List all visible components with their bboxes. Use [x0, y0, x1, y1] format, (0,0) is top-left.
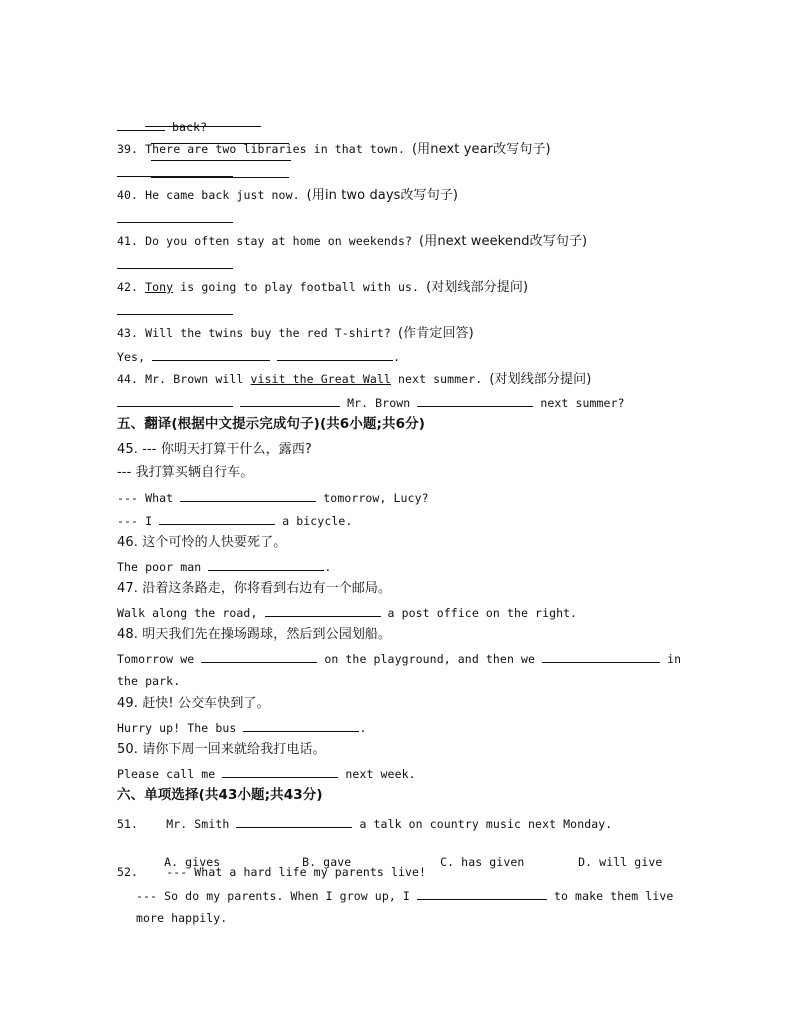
question-hint: (用next year改写句子): [412, 142, 551, 157]
q52-line3: more happily.: [136, 911, 228, 925]
q43-answer-line: Yes, .: [117, 350, 401, 364]
question-hint: (用in two days改写句子): [306, 188, 459, 203]
question-number: 50.: [117, 742, 138, 757]
answer-blank[interactable]: [117, 256, 233, 269]
answer-blank[interactable]: [542, 650, 660, 663]
answer-text: on the playground, and then we: [324, 652, 536, 666]
q41-answer-line: [117, 256, 233, 273]
q45-en-line2: [117, 512, 352, 529]
question-number: 48.: [117, 627, 138, 642]
answer-blank[interactable]: [417, 394, 533, 407]
answer-blank[interactable]: [208, 558, 324, 571]
answer-blank[interactable]: [236, 815, 352, 828]
question-number: 47.: [117, 581, 138, 596]
question-text: a talk on country music next Monday.: [359, 817, 613, 831]
question-hint: (作肯定回答): [397, 326, 474, 341]
answer-text: Walk along the road,: [117, 606, 258, 620]
answer-blank[interactable]: [201, 650, 317, 663]
answer-prefix: Yes,: [117, 350, 146, 364]
answer-blank[interactable]: [265, 604, 381, 617]
chinese-prompt: 请你下周一回来就给我打电话。: [142, 742, 326, 757]
q50-en-line: [117, 765, 416, 782]
question-hint: (对划线部分提问): [489, 372, 592, 387]
question-number: 40.: [117, 188, 139, 202]
question-number: 45.: [117, 442, 138, 457]
answer-text: a post office on the right.: [387, 606, 578, 620]
q45-en-line1: [117, 489, 429, 506]
question-number: 41.: [117, 234, 139, 248]
question-number: 52.: [117, 865, 139, 879]
answer-text: The poor man: [117, 560, 202, 574]
underlined-word: Tony: [145, 280, 174, 294]
answer-blank[interactable]: [117, 210, 233, 223]
q48-en-line2: the park.: [117, 674, 181, 688]
question-45: [117, 442, 312, 458]
question-50: [117, 742, 326, 758]
question-text: He came back just now.: [145, 188, 300, 202]
q40-answer-line: [117, 210, 233, 227]
answer-text: in: [667, 652, 682, 666]
answer-blank[interactable]: [117, 394, 233, 407]
chinese-prompt: 沿着这条路走，你将看到右边有一个邮局。: [142, 581, 392, 596]
answer-blank[interactable]: [117, 118, 165, 131]
question-44: [117, 371, 591, 388]
q38-tail: back?: [172, 120, 208, 134]
question-40: [117, 187, 458, 204]
answer-text: --- I: [117, 514, 153, 528]
answer-text: Please call me: [117, 767, 216, 781]
question-46: [117, 535, 286, 551]
answer-blank[interactable]: [277, 348, 393, 361]
question-number: 42.: [117, 280, 139, 294]
answer-text: --- What: [117, 491, 174, 505]
answer-blank[interactable]: [117, 164, 233, 177]
option-a[interactable]: A. gives: [164, 855, 221, 869]
question-text: --- So do my parents. When I grow up, I: [136, 889, 410, 903]
question-43: [117, 325, 474, 342]
chinese-prompt: 明天我们先在操场踢球，然后到公园划船。: [142, 627, 392, 642]
option-c[interactable]: C. has given: [440, 855, 525, 869]
question-42: [117, 279, 528, 296]
q45-zh-line2: --- 我打算买辆自行车。: [117, 465, 254, 480]
q48-en-line1: [117, 650, 681, 667]
answer-text: .: [359, 721, 367, 735]
answer-blank[interactable]: [180, 489, 316, 502]
section-6-heading: 六、单项选择(共43小题;共43分): [117, 787, 323, 803]
answer-blank[interactable]: [243, 719, 359, 732]
question-49: [117, 696, 270, 712]
q52-line2: [136, 887, 673, 904]
answer-text: Hurry up! The bus: [117, 721, 237, 735]
section-5-heading: 五、翻译(根据中文提示完成句子)(共6小题;共6分): [117, 416, 425, 432]
option-d[interactable]: D. will give: [578, 855, 663, 869]
question-text: next summer.: [398, 372, 483, 386]
answer-text: Mr. Brown: [347, 396, 411, 410]
answer-text: tomorrow, Lucy?: [323, 491, 429, 505]
answer-blank[interactable]: [117, 302, 233, 315]
question-41: [117, 233, 587, 250]
chinese-prompt: 赶快! 公交车快到了。: [142, 696, 270, 711]
q44-answer-line: [117, 394, 625, 411]
question-47: [117, 581, 391, 597]
question-number: 46.: [117, 535, 138, 550]
answer-text: a bicycle.: [282, 514, 353, 528]
q49-en-line: [117, 719, 366, 736]
question-text: to make them live: [553, 889, 674, 903]
q39-answer-line: [117, 164, 233, 181]
chinese-prompt: 这个可怜的人快要死了。: [142, 535, 287, 550]
question-number: 43.: [117, 326, 139, 340]
question-text: --- What a hard life my parents live!: [166, 865, 427, 879]
question-text: Will the twins buy the red T-shirt?: [145, 326, 391, 340]
answer-blank[interactable]: [417, 887, 547, 900]
question-number: 51.: [117, 817, 139, 831]
answer-text: Tomorrow we: [117, 652, 195, 666]
answer-text: next summer?: [540, 396, 625, 410]
option-b[interactable]: B. gave: [302, 855, 352, 869]
question-48: [117, 627, 391, 643]
question-text: Do you often stay at home on weekends?: [145, 234, 413, 248]
q38-tail-line: [117, 118, 207, 135]
question-text: Mr. Brown will: [145, 372, 244, 386]
answer-blank[interactable]: [152, 348, 270, 361]
question-text: is going to play football with us.: [180, 280, 420, 294]
q46-en-line: [117, 558, 331, 575]
answer-blank[interactable]: [159, 512, 275, 525]
question-hint: (对划线部分提问): [426, 280, 529, 295]
q47-en-line: [117, 604, 577, 621]
question-number: 39.: [117, 142, 139, 156]
answer-text: .: [324, 560, 332, 574]
answer-blank[interactable]: [222, 765, 338, 778]
question-text: Mr. Smith: [166, 817, 230, 831]
chinese-prompt: --- 你明天打算干什么，露西?: [142, 442, 312, 457]
underlined-phrase: visit the Great Wall: [250, 372, 391, 386]
question-51: [117, 815, 612, 832]
answer-blank[interactable]: [240, 394, 340, 407]
question-39: [117, 141, 551, 158]
question-text: There are two libraries in that town.: [145, 142, 405, 156]
q42-answer-line: [117, 302, 233, 319]
question-number: 49.: [117, 696, 138, 711]
question-number: 44.: [117, 372, 139, 386]
question-hint: (用next weekend改写句子): [419, 234, 588, 249]
question-52: [117, 864, 426, 880]
answer-text: next week.: [345, 767, 416, 781]
